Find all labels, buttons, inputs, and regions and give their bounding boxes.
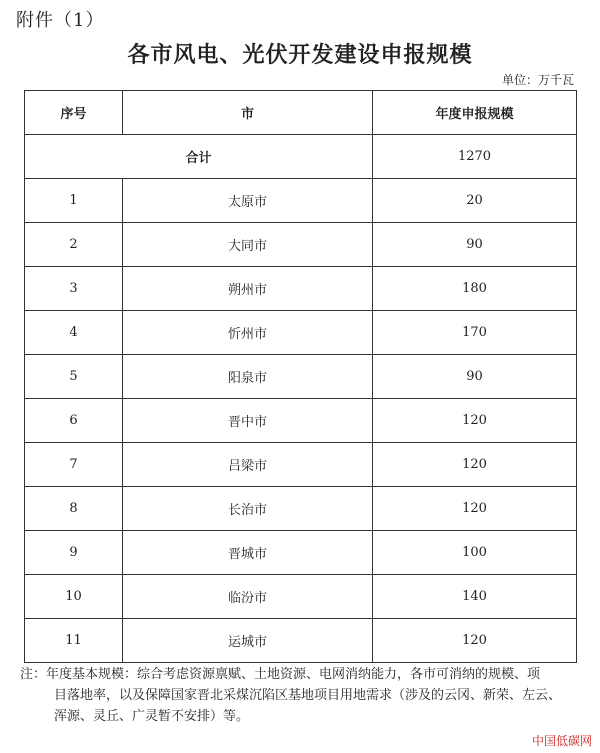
city-name: 运城市 — [123, 619, 373, 663]
column-header-scale: 年度申报规模 — [373, 91, 577, 135]
city-name: 长治市 — [123, 487, 373, 531]
table-row — [25, 443, 577, 487]
scale-value: 120 — [373, 443, 577, 487]
city-name: 朔州市 — [123, 267, 373, 311]
city-name: 临汾市 — [123, 575, 373, 619]
table-row — [25, 487, 577, 531]
footnote — [20, 664, 580, 727]
capacity-table — [24, 90, 577, 663]
table-row — [25, 399, 577, 443]
city-name: 晋中市 — [123, 399, 373, 443]
row-number: 10 — [25, 575, 123, 619]
table-row — [25, 531, 577, 575]
scale-value: 120 — [373, 619, 577, 663]
scale-value: 100 — [373, 531, 577, 575]
total-value: 1270 — [373, 135, 577, 179]
total-row — [25, 135, 577, 179]
row-number: 6 — [25, 399, 123, 443]
footnote-line-1: 注：年度基本规模：综合考虑资源禀赋、土地资源、电网消纳能力，各市可消纳的规模、项 — [20, 667, 541, 682]
scale-value: 180 — [373, 267, 577, 311]
scale-value: 120 — [373, 487, 577, 531]
city-name: 忻州市 — [123, 311, 373, 355]
unit-label: 单位：万千瓦 — [501, 73, 574, 87]
watermark: 中国低碳网 — [531, 734, 592, 748]
footnote-line-2: 目落地率，以及保障国家晋北采煤沉陷区基地项目用地需求（涉及的云冈、新荣、左云、 — [54, 688, 562, 703]
attachment-label: 附件（1） — [16, 10, 105, 31]
scale-value: 90 — [373, 355, 577, 399]
row-number: 1 — [25, 179, 123, 223]
table-header-row — [25, 91, 577, 135]
footnote-line-3: 浑源、灵丘、广灵暂不安排）等。 — [54, 709, 250, 724]
row-number: 7 — [25, 443, 123, 487]
row-number: 2 — [25, 223, 123, 267]
row-number: 11 — [25, 619, 123, 663]
table-row — [25, 223, 577, 267]
row-number: 9 — [25, 531, 123, 575]
scale-value: 140 — [373, 575, 577, 619]
city-name: 大同市 — [123, 223, 373, 267]
row-number: 5 — [25, 355, 123, 399]
scale-value: 20 — [373, 179, 577, 223]
scale-value: 170 — [373, 311, 577, 355]
city-name: 太原市 — [123, 179, 373, 223]
table-body — [25, 135, 577, 663]
row-number: 8 — [25, 487, 123, 531]
city-name: 晋城市 — [123, 531, 373, 575]
city-name: 阳泉市 — [123, 355, 373, 399]
scale-value: 90 — [373, 223, 577, 267]
row-number: 4 — [25, 311, 123, 355]
total-label: 合计 — [25, 135, 373, 179]
table-row — [25, 575, 577, 619]
table-row — [25, 267, 577, 311]
row-number: 3 — [25, 267, 123, 311]
scale-value: 120 — [373, 399, 577, 443]
table-row — [25, 355, 577, 399]
table-row — [25, 311, 577, 355]
table-row — [25, 619, 577, 663]
column-header-city: 市 — [123, 91, 373, 135]
table-row — [25, 179, 577, 223]
column-header-no: 序号 — [25, 91, 123, 135]
city-name: 吕梁市 — [123, 443, 373, 487]
page-title: 各市风电、光伏开发建设申报规模 — [127, 42, 473, 68]
